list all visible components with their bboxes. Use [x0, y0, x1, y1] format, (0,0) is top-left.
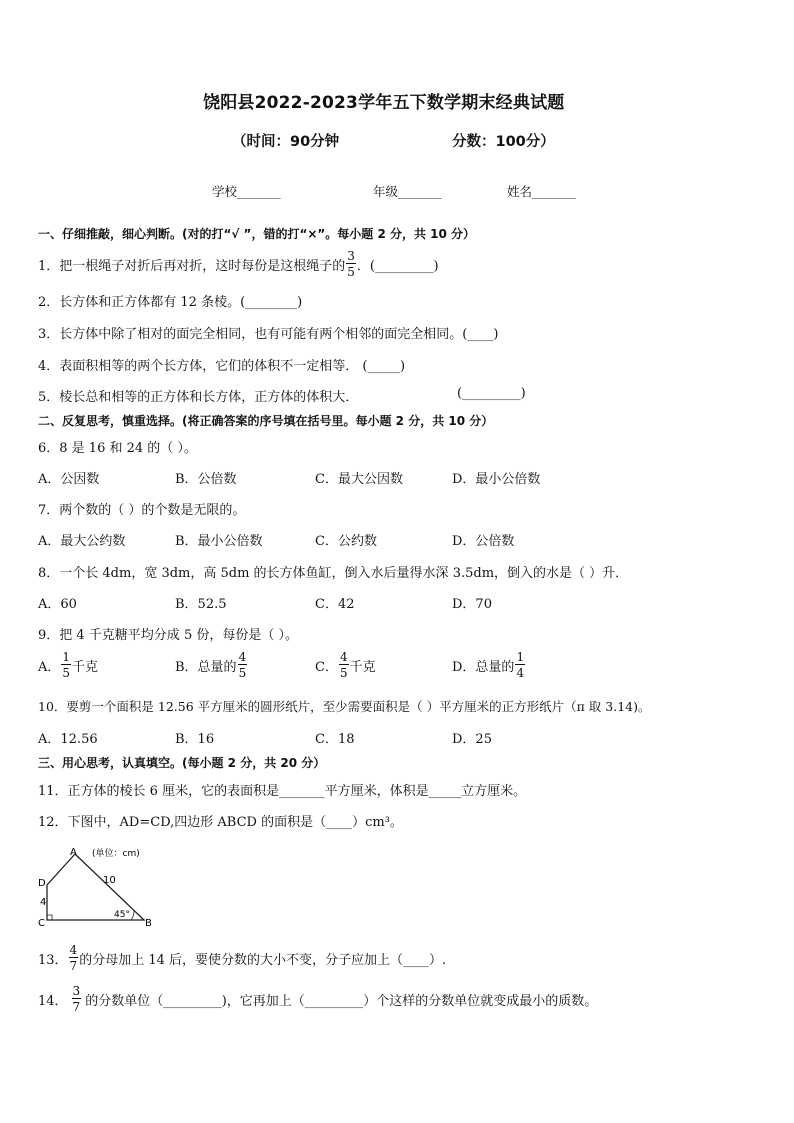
q10-option-b[interactable]: B．16 [175, 732, 215, 747]
question-4: 4．表面积相等的两个长方体，它们的体积不一定相等． (_____) [38, 359, 406, 374]
name-field[interactable]: 姓名_______ [507, 184, 576, 199]
section3-heading: 三、用心思考，认真填空。(每小题 2 分，共 20 分） [38, 756, 326, 770]
q8-option-c[interactable]: C．42 [315, 597, 355, 612]
exam-score: 分数：100分） [452, 134, 555, 150]
side-cd-label: 4 [40, 897, 47, 908]
option-label: C． [315, 659, 338, 675]
question-6: 6．8 是 16 和 24 的（ ）。 [38, 441, 197, 456]
q6-option-a[interactable]: A．公因数 [38, 472, 100, 487]
school-field[interactable]: 学校_______ [212, 184, 281, 199]
fraction-denominator: 5 [62, 666, 71, 680]
q9c-fraction [339, 651, 349, 679]
fraction-denominator: 5 [238, 666, 247, 680]
fraction-numerator: 1 [516, 650, 525, 664]
q14-number: 14． [38, 993, 68, 1009]
fraction-denominator: 5 [339, 666, 348, 680]
question-1 [38, 250, 439, 278]
fraction-denominator: 4 [516, 666, 525, 680]
q13-fraction [69, 944, 79, 972]
vertex-c-label: C [38, 918, 45, 929]
vertex-a-label: A [70, 847, 77, 858]
fraction-numerator: 4 [238, 650, 247, 664]
fraction-numerator: 3 [72, 984, 81, 998]
page-title: 饶阳县2022-2023学年五下数学期末经典试题 [203, 93, 565, 113]
fraction-denominator: 5 [347, 265, 355, 279]
question-9: 9．把 4 千克糖平均分成 5 份，每份是（ ）。 [38, 628, 298, 643]
q1-blank[interactable]: ．(_________) [356, 258, 439, 274]
q7-option-c[interactable]: C．公约数 [315, 534, 377, 549]
q10-option-c[interactable]: C．18 [315, 732, 355, 747]
question-3: 3．长方体中除了相对的面完全相同，也有可能有两个相邻的面完全相同。(____) [38, 327, 499, 342]
section1-heading: 一、仔细推敲，细心判断。(对的打“√ ”，错的打“×”。每小题 2 分，共 10 分） [38, 227, 476, 241]
question-14 [38, 985, 597, 1013]
question-11: 11．正方体的棱长 6 厘米，它的表面积是_______平方厘米，体积是_____立方厘米。 [38, 784, 527, 799]
q6-option-d[interactable]: D．最小公倍数 [452, 472, 541, 487]
question-13 [38, 944, 446, 972]
exam-time: （时间：90分钟 [232, 134, 340, 150]
q5-blank[interactable]: (_________) [457, 386, 526, 401]
q14-text: 的分数单位（_________)，它再加上（_________）个这样的分数单位就变成最小的质数。 [85, 993, 598, 1009]
quadrilateral-figure [30, 840, 165, 930]
fraction-numerator: 4 [69, 943, 78, 957]
q9-option-c[interactable] [315, 651, 376, 679]
q10-option-a[interactable]: A．12.56 [38, 732, 98, 747]
q6-option-b[interactable]: B．公倍数 [175, 472, 237, 487]
fraction-denominator: 7 [69, 959, 78, 973]
grade-field[interactable]: 年级_______ [373, 184, 442, 199]
option-unit: 千克 [72, 659, 99, 675]
q10-option-d[interactable]: D．25 [452, 732, 492, 747]
question-2: 2．长方体和正方体都有 12 条棱。(________) [38, 295, 303, 310]
q9-option-b[interactable] [175, 651, 248, 679]
q9-option-d[interactable] [452, 651, 526, 679]
vertex-b-label: B [145, 918, 152, 929]
q9-option-a[interactable] [38, 651, 98, 679]
q13-number: 13． [38, 952, 68, 968]
option-unit: 千克 [349, 659, 376, 675]
q8-option-d[interactable]: D．70 [452, 597, 492, 612]
fraction-numerator: 4 [339, 650, 348, 664]
right-angle-mark [47, 915, 52, 920]
q6-option-c[interactable]: C．最大公因数 [315, 472, 403, 487]
option-label: D．总量的 [452, 659, 515, 675]
q1-fraction [346, 250, 356, 278]
q9a-fraction [61, 651, 71, 679]
question-5: 5．棱长总和相等的正方体和长方体，正方体的体积大． [38, 390, 359, 405]
q9d-fraction [515, 651, 525, 679]
section2-heading: 二、反复思考，慎重选择。(将正确答案的序号填在括号里。每小题 2 分，共 10 分） [38, 414, 494, 428]
angle-arc [131, 911, 134, 920]
fraction-numerator: 3 [347, 249, 355, 263]
q1-text: 1．把一根绳子对折后再对折，这时每份是这根绳子的 [38, 258, 346, 274]
q13-text: 的分母加上 14 后，要使分数的大小不变，分子应加上（____）. [79, 952, 447, 968]
unit-label: (单位：cm) [92, 849, 140, 859]
q8-option-b[interactable]: B．52.5 [175, 597, 227, 612]
question-8: 8．一个长 4dm，宽 3dm，高 5dm 的长方体鱼缸，倒入水后量得水深 3.5dm，倒入的水是（ ）升． [38, 566, 629, 581]
q9b-fraction [238, 651, 248, 679]
option-label: A． [38, 659, 61, 675]
q8-option-a[interactable]: A．60 [38, 597, 77, 612]
question-7: 7．两个数的（ ）的个数是无限的。 [38, 503, 246, 518]
option-label: B．总量的 [175, 659, 237, 675]
question-10: 10．要剪一个面积是 12.56 平方厘米的圆形纸片，至少需要面积是（ ）平方厘米的正方形纸片（π 取 3.14)。 [38, 699, 651, 714]
fraction-numerator: 1 [62, 650, 71, 664]
q7-option-a[interactable]: A．最大公约数 [38, 534, 126, 549]
q14-fraction [72, 985, 82, 1013]
side-ab-label: 10 [103, 875, 116, 886]
vertex-d-label: D [38, 878, 46, 889]
question-12: 12．下图中，AD=CD,四边形 ABCD 的面积是（____）cm³。 [38, 815, 403, 830]
q7-option-b[interactable]: B．最小公倍数 [175, 534, 263, 549]
angle-label: 45° [114, 910, 130, 920]
q7-option-d[interactable]: D．公倍数 [452, 534, 515, 549]
fraction-denominator: 7 [72, 1000, 81, 1014]
